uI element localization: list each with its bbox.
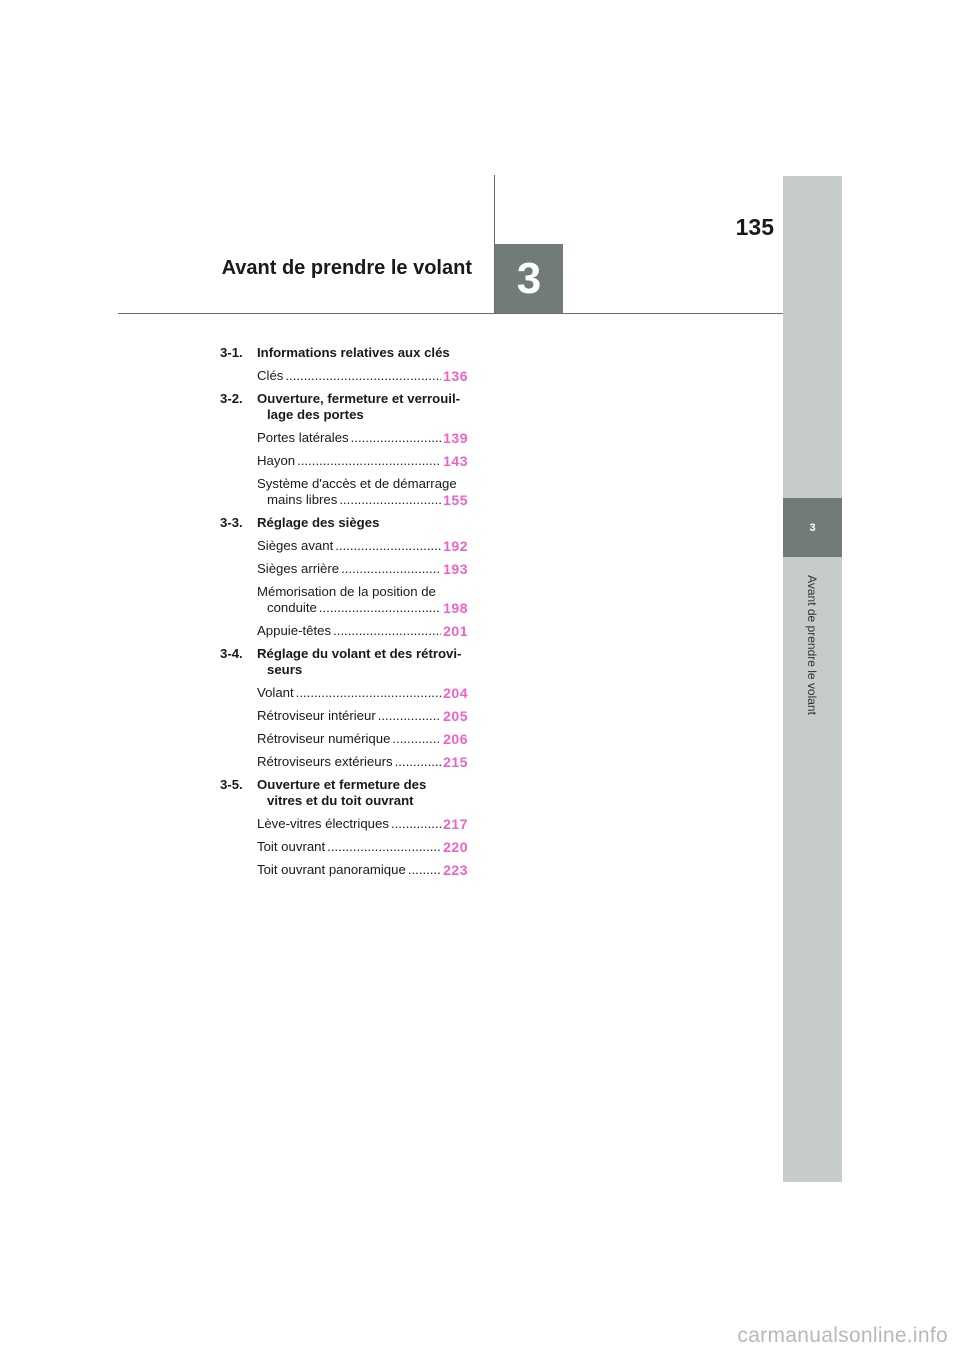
section-number: 3-1. — [220, 345, 243, 360]
section-title-line-2: vitres et du toit ouvrant — [267, 793, 414, 808]
entry-label: Lève-vitres électriques — [257, 816, 389, 831]
leader-dots — [297, 453, 441, 469]
entry-label: Rétroviseur numérique — [257, 731, 391, 746]
chapter-title: Avant de prendre le volant — [221, 257, 472, 279]
toc-entry-memorisation[interactable] — [220, 584, 468, 616]
table-of-contents — [220, 345, 468, 885]
section-number: 3-3. — [220, 515, 243, 530]
leader-dots — [391, 816, 441, 832]
leader-dots — [333, 623, 441, 639]
leader-dots — [327, 839, 441, 855]
header-horizontal-rule — [118, 313, 783, 314]
entry-label-line-1: Mémorisation de la position de — [257, 584, 436, 599]
leader-dots — [285, 368, 441, 384]
toc-entry-cles[interactable] — [220, 368, 468, 384]
page-link[interactable]: 192 — [443, 538, 468, 554]
section-title-line-2: seurs — [267, 662, 303, 677]
entry-label: Toit ouvrant — [257, 839, 326, 854]
page-link[interactable]: 205 — [443, 708, 468, 724]
leader-dots — [408, 862, 441, 878]
page-link[interactable]: 204 — [443, 685, 468, 701]
section-title-line-1: Ouverture, fermeture et verrouil- — [257, 391, 461, 406]
toc-section-3-4[interactable] — [220, 646, 468, 678]
entry-label: Sièges arrière — [257, 561, 340, 576]
toc-section-3-3[interactable] — [220, 515, 468, 531]
section-number: 3-4. — [220, 646, 243, 661]
section-title — [257, 646, 468, 678]
toc-entry-toit-ouvrant[interactable] — [220, 839, 468, 855]
leader-dots — [341, 561, 441, 577]
side-tab-label: Avant de prendre le volant — [805, 575, 819, 715]
toc-entry-sieges-arriere[interactable] — [220, 561, 468, 577]
toc-entry-appuie-tetes[interactable] — [220, 623, 468, 639]
entry-label-line-2: conduite — [267, 600, 317, 615]
section-number: 3-2. — [220, 391, 243, 406]
section-title — [257, 391, 468, 423]
entry-label: Rétroviseur intérieur — [257, 708, 376, 723]
page-link[interactable]: 155 — [443, 492, 468, 508]
leader-dots — [339, 492, 441, 508]
toc-entry-leve-vitres[interactable] — [220, 816, 468, 832]
toc-entry-systeme-acces[interactable] — [220, 476, 468, 508]
entry-label: Sièges avant — [257, 538, 334, 553]
toc-entry-volant[interactable] — [220, 685, 468, 701]
page-link[interactable]: 206 — [443, 731, 468, 747]
section-title-line-1: Ouverture et fermeture des — [257, 777, 427, 792]
side-tab-chapter-number[interactable]: 3 — [783, 498, 842, 557]
section-title — [257, 777, 468, 809]
page-link[interactable]: 193 — [443, 561, 468, 577]
page-link[interactable]: 198 — [443, 600, 468, 616]
section-number: 3-5. — [220, 777, 243, 792]
page-link[interactable]: 201 — [443, 623, 468, 639]
entry-label: Toit ouvrant panoramique — [257, 862, 406, 877]
entry-label-line-2: mains libres — [267, 492, 338, 507]
page-link[interactable]: 223 — [443, 862, 468, 878]
toc-section-3-2[interactable] — [220, 391, 468, 423]
toc-entry-portes-laterales[interactable] — [220, 430, 468, 446]
toc-section-3-1[interactable] — [220, 345, 468, 361]
page-link[interactable]: 136 — [443, 368, 468, 384]
leader-dots — [351, 430, 442, 446]
page-link[interactable]: 217 — [443, 816, 468, 832]
entry-label: Volant — [257, 685, 294, 700]
entry-label-line-1: Système d'accès et de démarrage — [257, 476, 457, 491]
toc-entry-retroviseur-numerique[interactable] — [220, 731, 468, 747]
leader-dots — [319, 600, 441, 616]
chapter-number-box: 3 — [495, 244, 563, 313]
toc-entry-sieges-avant[interactable] — [220, 538, 468, 554]
page-number: 135 — [735, 214, 774, 240]
entry-label: Portes latérales — [257, 430, 349, 445]
toc-section-3-5[interactable] — [220, 777, 468, 809]
section-title-line-2: lage des portes — [267, 407, 364, 422]
leader-dots — [296, 685, 441, 701]
page-link[interactable]: 220 — [443, 839, 468, 855]
leader-dots — [378, 708, 441, 724]
entry-label: Rétroviseurs extérieurs — [257, 754, 393, 769]
section-title-line-1: Réglage du volant et des rétrovi- — [257, 646, 462, 661]
entry-label: Appuie-têtes — [257, 623, 332, 638]
leader-dots — [392, 731, 441, 747]
leader-dots — [335, 538, 441, 554]
toc-entry-hayon[interactable] — [220, 453, 468, 469]
entry-label: Hayon — [257, 453, 296, 468]
page-link[interactable]: 215 — [443, 754, 468, 770]
leader-dots — [395, 754, 442, 770]
page-link[interactable]: 139 — [443, 430, 468, 446]
toc-entry-toit-panoramique[interactable] — [220, 862, 468, 878]
watermark: carmanualsonline.info — [737, 1324, 948, 1347]
section-title: Réglage des sièges — [257, 515, 380, 530]
toc-entry-retroviseurs-exterieurs[interactable] — [220, 754, 468, 770]
entry-label: Clés — [257, 368, 284, 383]
section-title: Informations relatives aux clés — [257, 345, 450, 360]
page-link[interactable]: 143 — [443, 453, 468, 469]
toc-entry-retroviseur-interieur[interactable] — [220, 708, 468, 724]
